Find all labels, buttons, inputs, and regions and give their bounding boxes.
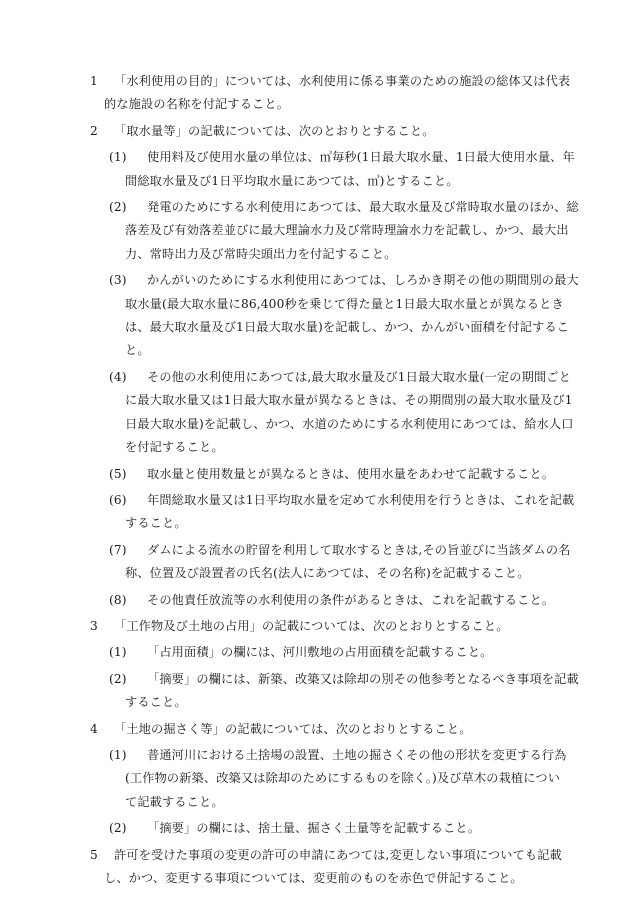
text-line: ダムによる流水の貯留を利用して取水するときは,その旨並びに当該ダムの名: [147, 542, 571, 557]
text-line: 力、常時出力及び常時尖頭出力を付記すること。: [125, 246, 397, 261]
item-number: 1: [90, 74, 98, 88]
numbered-paragraph: [90, 70, 630, 117]
sub-item: [109, 146, 630, 193]
text-line: 的な施設の名称を付記すること。: [104, 97, 290, 112]
sub-item: [109, 489, 630, 536]
item-number: (8): [109, 592, 127, 607]
text-line: 使用料及び使用水量の単位は、㎥毎秒(1日最大取水量、1日最大使用水量、年: [147, 150, 575, 165]
text-line: 称、位置及び設置者の氏名(法人にあつては、その名称)を記載すること。: [125, 566, 530, 581]
text-line: 普通河川における土捨場の設置、土地の掘さくその他の形状を変更する行為: [147, 747, 567, 762]
text-line: を付記すること。: [125, 440, 224, 455]
text-line: すること。: [125, 695, 187, 710]
item-number: (1): [109, 645, 127, 660]
text-line: (工作物の新築、改築又は除却のためにするものを除く。)及び草木の栽植につい: [125, 771, 561, 786]
sub-item: [109, 366, 630, 460]
text-line: て記載すること。: [125, 794, 224, 809]
numbered-paragraph: [90, 718, 630, 741]
text-line: すること。: [125, 516, 187, 531]
numbered-paragraph: [90, 120, 630, 143]
text-line: 取水量(最大取水量に86,400秒を乗じて得た量と1日最大取水量とが異なるとき: [125, 296, 564, 311]
sub-item: [109, 539, 630, 586]
text-line: 取水量と使用数量とが異なるときは、使用水量をあわせて記載すること。: [147, 466, 555, 481]
item-number: (4): [109, 369, 127, 384]
text-line: 「水利使用の目的」については、水利使用に係る事業のための施設の総体又は代表: [114, 74, 571, 88]
text-line: 許可を受けた事項の変更の許可の申請にあつては,変更しない事項についても記載: [114, 847, 562, 862]
item-number: 5: [90, 847, 98, 862]
sub-item: [109, 817, 630, 840]
text-line: 「土地の掘さく等」の記載については、次のとおりとすること。: [114, 721, 472, 736]
text-line: かんがいのためにする水利使用にあつては、しろかき期その他の期間別の最大: [147, 273, 579, 288]
text-line: その他責任放流等の水利使用の条件があるときは、これを記載すること。: [147, 592, 555, 607]
item-number: (2): [109, 200, 127, 215]
document-page: [0, 70, 630, 890]
text-line: と。: [125, 343, 150, 358]
sub-item: [109, 589, 630, 612]
text-line: は、最大取水量及び1日最大取水量)を記載し、かつ、かんがい面積を付記するこ: [125, 320, 570, 335]
item-number: (2): [109, 821, 127, 836]
sub-item: [109, 269, 630, 363]
sub-item: [109, 196, 630, 266]
item-number: (3): [109, 273, 127, 288]
text-line: 「工作物及び土地の占用」の記載については、次のとおりとすること。: [114, 618, 509, 633]
text-line: 「摘要」の欄には、新築、改築又は除却の別その他参考となるべき事項を記載: [147, 671, 579, 686]
item-number: (2): [109, 671, 127, 686]
text-line: 間総取水量及び1日平均取水量にあつては、㎥)とすること。: [125, 173, 459, 188]
sub-item: [109, 744, 630, 814]
text-line: に最大取水量又は1日最大取水量が異なるときは、その期間別の最大取水量及び1: [125, 393, 573, 408]
text-line: 「摘要」の欄には、捨土量、掘さく土量等を記載すること。: [147, 821, 481, 836]
text-line: 「占用面積」の欄には、河川敷地の占用面積を記載すること。: [147, 645, 493, 660]
item-number: (7): [109, 542, 127, 557]
item-number: (1): [109, 747, 127, 762]
numbered-paragraph: [90, 844, 630, 891]
text-line: し、かつ、変更する事項については、変更前のものを赤色で併記すること。: [104, 871, 523, 885]
numbered-paragraph: [90, 615, 630, 638]
sub-item: [109, 668, 630, 715]
item-number: (5): [109, 466, 127, 481]
item-number: (6): [109, 492, 127, 507]
text-line: 日最大取水量)を記載し、かつ、水道のためにする水利使用にあつては、給水人口: [125, 416, 574, 431]
item-number: 3: [90, 618, 98, 633]
item-number: 4: [90, 721, 98, 736]
item-number: (1): [109, 150, 127, 165]
item-number: 2: [90, 123, 98, 138]
sub-item: [109, 463, 630, 486]
text-line: 落差及び有効落差並びに最大理論水力及び常時理論水力を記載し、かつ、最大出: [125, 223, 569, 238]
sub-item: [109, 641, 630, 664]
text-line: 発電のためにする水利使用にあつては、最大取水量及び常時取水量のほか、総: [147, 200, 579, 215]
text-line: その他の水利使用にあつては,最大取水量及び1日最大取水量(一定の期間ごと: [147, 369, 571, 384]
text-line: 年間総取水量又は1日平均取水量を定めて水利使用を行うときは、これを記載: [147, 492, 575, 507]
text-line: 「取水量等」の記載については、次のとおりとすること。: [114, 123, 435, 138]
